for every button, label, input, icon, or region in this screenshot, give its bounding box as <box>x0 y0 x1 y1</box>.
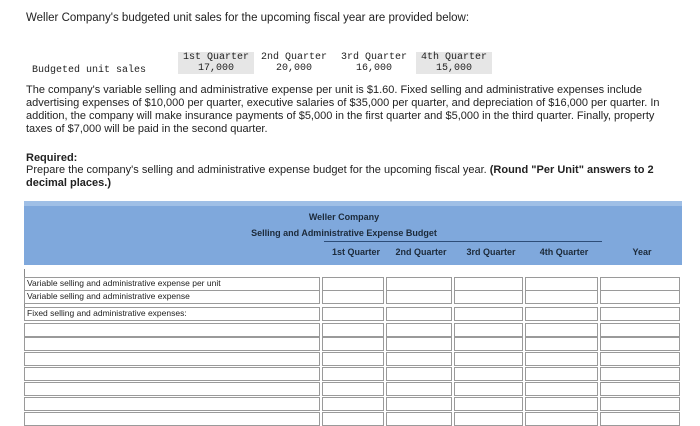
worksheet-title: Selling and Administrative Expense Budget <box>251 228 437 238</box>
amount-input-cell[interactable] <box>454 337 523 351</box>
required-instruction: Prepare the company's selling and administrative expense budget for the upcoming fiscal year. <box>26 164 487 176</box>
problem-paragraph: The company's variable selling and administrative expense per unit is $1.60. Fixed selling and administrative expenses include advertising expenses of $10,000 per quarter, executive salaries of $35,000 per quarter, and depreciation of $16,000 per quarter. In addition, the company will make insurance payments of $5,000 in the first quarter and $5,000 in the third quarter. Finally, property taxes of $7,000 will be paid in the second quarter. <box>26 84 660 135</box>
required-text <box>26 164 676 190</box>
row-label-input[interactable] <box>24 397 320 411</box>
amount-input-cell[interactable] <box>386 352 452 366</box>
worksheet-header-top-band <box>24 201 682 206</box>
amount-input-cell[interactable] <box>454 367 523 381</box>
column-header-q4: 4th Quarter <box>539 247 589 257</box>
unit-quarter-value: 16,000 <box>355 63 392 74</box>
amount-input-cell[interactable] <box>600 337 680 351</box>
amount-input-cell[interactable] <box>386 290 452 304</box>
unit-quarter-header: 2nd Quarter <box>260 52 327 63</box>
row-label-cell <box>24 277 320 291</box>
amount-input-cell[interactable] <box>525 352 598 366</box>
unit-quarter-4 <box>416 52 492 74</box>
rounding-note: (Round "Per Unit" answers to 2 decimal places.) <box>26 164 654 189</box>
unit-quarter-header: 1st Quarter <box>182 52 249 63</box>
amount-input-cell[interactable] <box>600 352 680 366</box>
amount-input-cell[interactable] <box>454 382 523 396</box>
expense-budget-worksheet <box>24 201 682 419</box>
amount-input-cell[interactable] <box>600 367 680 381</box>
amount-input-cell[interactable] <box>525 290 598 304</box>
amount-input-cell[interactable] <box>322 352 384 366</box>
row-label-cell <box>24 307 320 321</box>
worksheet-company: Weller Company <box>308 212 380 222</box>
amount-input-cell[interactable] <box>454 397 523 411</box>
amount-input-cell[interactable] <box>322 397 384 411</box>
row-label-input[interactable] <box>24 412 320 426</box>
amount-input-cell[interactable] <box>386 337 452 351</box>
row-label-input[interactable] <box>24 382 320 396</box>
amount-input-cell[interactable] <box>454 412 523 426</box>
amount-input-cell[interactable] <box>454 290 523 304</box>
row-label-input[interactable] <box>24 367 320 381</box>
amount-input-cell[interactable] <box>454 323 523 337</box>
row-label: Variable selling and administrative expense per unit <box>27 278 221 288</box>
amount-input-cell[interactable] <box>322 307 384 321</box>
amount-input-cell[interactable] <box>600 307 680 321</box>
unit-quarter-value: 15,000 <box>435 63 472 74</box>
amount-input-cell[interactable] <box>600 290 680 304</box>
unit-quarter-value: 17,000 <box>197 63 234 74</box>
amount-input-cell[interactable] <box>525 397 598 411</box>
header-underline <box>324 241 602 242</box>
amount-input-cell[interactable] <box>322 412 384 426</box>
amount-input-cell[interactable] <box>525 307 598 321</box>
amount-input-cell[interactable] <box>525 337 598 351</box>
unit-quarter-header: 3rd Quarter <box>340 52 407 63</box>
amount-input-cell[interactable] <box>386 307 452 321</box>
amount-input-cell[interactable] <box>525 382 598 396</box>
amount-input-cell[interactable] <box>322 290 384 304</box>
column-header-q2: 2nd Quarter <box>395 247 447 257</box>
row-label-input[interactable] <box>24 337 320 351</box>
unit-quarter-1 <box>178 52 254 74</box>
unit-quarter-header: 4th Quarter <box>420 52 487 63</box>
amount-input-cell[interactable] <box>525 412 598 426</box>
amount-input-cell[interactable] <box>386 323 452 337</box>
amount-input-cell[interactable] <box>600 397 680 411</box>
amount-input-cell[interactable] <box>600 323 680 337</box>
amount-input-cell[interactable] <box>386 382 452 396</box>
row-label-input[interactable] <box>24 323 320 337</box>
amount-input-cell[interactable] <box>454 352 523 366</box>
amount-input-cell[interactable] <box>322 382 384 396</box>
amount-input-cell[interactable] <box>454 307 523 321</box>
intro-text: Weller Company's budgeted unit sales for the upcoming fiscal year are provided below: <box>26 12 470 24</box>
amount-input-cell[interactable] <box>454 277 523 291</box>
column-header-year: Year <box>632 247 652 257</box>
amount-input-cell[interactable] <box>322 337 384 351</box>
amount-input-cell[interactable] <box>600 277 680 291</box>
row-label: Fixed selling and administrative expenses: <box>27 308 187 318</box>
amount-input-cell[interactable] <box>525 367 598 381</box>
amount-input-cell[interactable] <box>525 323 598 337</box>
amount-input-cell[interactable] <box>322 323 384 337</box>
column-header-q3: 3rd Quarter <box>466 247 516 257</box>
unit-quarter-2 <box>256 52 332 74</box>
required-title: Required: <box>26 152 78 164</box>
unit-quarter-3 <box>336 52 412 74</box>
amount-input-cell[interactable] <box>322 367 384 381</box>
row-label-input[interactable] <box>24 352 320 366</box>
amount-input-cell[interactable] <box>386 367 452 381</box>
amount-input-cell[interactable] <box>386 277 452 291</box>
unit-quarter-value: 20,000 <box>275 63 312 74</box>
amount-input-cell[interactable] <box>525 277 598 291</box>
column-header-q1: 1st Quarter <box>331 247 381 257</box>
row-label: Variable selling and administrative expense <box>27 291 190 301</box>
amount-input-cell[interactable] <box>386 397 452 411</box>
amount-input-cell[interactable] <box>386 412 452 426</box>
amount-input-cell[interactable] <box>600 382 680 396</box>
row-label-cell <box>24 290 320 304</box>
amount-input-cell[interactable] <box>322 277 384 291</box>
budgeted-unit-sales-label: Budgeted unit sales <box>32 65 147 76</box>
amount-input-cell[interactable] <box>600 412 680 426</box>
